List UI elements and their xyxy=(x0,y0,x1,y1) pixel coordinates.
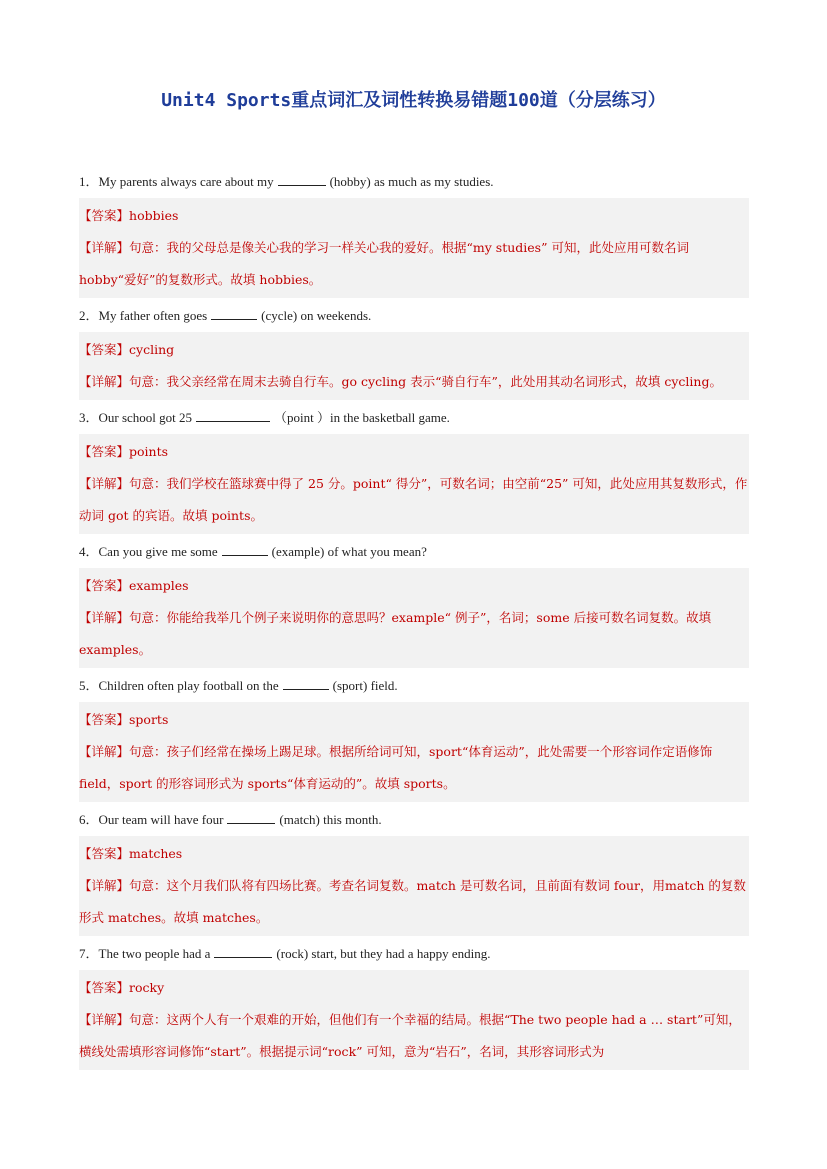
answer-blank xyxy=(211,306,257,320)
question-suffix: (hobby) as much as my studies. xyxy=(329,174,494,189)
answer-value: matches xyxy=(129,846,183,861)
answer-blank xyxy=(222,542,268,556)
answer-line xyxy=(79,200,749,232)
answer-box xyxy=(79,198,749,298)
question-prefix: 5．Children often play football on the xyxy=(79,678,279,693)
detail-label: 【详解】 xyxy=(79,610,130,625)
question-prefix: 1．My parents always care about my xyxy=(79,174,274,189)
detail-label: 【详解】 xyxy=(79,1012,130,1027)
answer-blank xyxy=(278,172,326,186)
answer-box xyxy=(79,434,749,534)
answer-value: sports xyxy=(129,712,169,727)
question-suffix: (match) this month. xyxy=(279,812,382,827)
answer-line xyxy=(79,570,749,602)
question-prefix: 2．My father often goes xyxy=(79,308,208,323)
question-item xyxy=(79,406,749,534)
answer-line xyxy=(79,838,749,870)
answer-label: 【答案】 xyxy=(79,342,130,357)
answer-value: cycling xyxy=(129,342,175,357)
detail-label: 【详解】 xyxy=(79,476,130,491)
detail-label: 【详解】 xyxy=(79,878,130,893)
answer-box xyxy=(79,332,749,400)
question-item xyxy=(79,540,749,668)
question-prefix: 3．Our school got 25 xyxy=(79,410,193,425)
answer-blank xyxy=(196,408,270,422)
detail-line xyxy=(79,870,749,934)
question-suffix: (cycle) on weekends. xyxy=(261,308,372,323)
answer-line xyxy=(79,436,749,468)
answer-line xyxy=(79,334,749,366)
detail-text: 句意：孩子们经常在操场上踢足球。根据所给词可知，sport“体育运动”，此处需要一个形容词作定语修饰 field，sport 的形容词形式为 sports“体育运动的”。故填 sports。 xyxy=(79,744,713,791)
detail-label: 【详解】 xyxy=(79,374,130,389)
question-text xyxy=(79,170,749,194)
question-suffix: (rock) start, but they had a happy ending. xyxy=(276,946,491,961)
answer-label: 【答案】 xyxy=(79,712,130,727)
answer-blank xyxy=(227,810,275,824)
question-text xyxy=(79,406,749,430)
question-text xyxy=(79,540,749,564)
answer-box xyxy=(79,970,749,1070)
answer-label: 【答案】 xyxy=(79,980,130,995)
question-text xyxy=(79,808,749,832)
answer-value: rocky xyxy=(129,980,165,995)
question-suffix: （point ）in the basketball game. xyxy=(274,410,450,425)
answer-value: points xyxy=(129,444,169,459)
question-prefix: 4．Can you give me some xyxy=(79,544,218,559)
detail-text: 句意：我的父母总是像关心我的学习一样关心我的爱好。根据“my studies” 可知，此处应用可数名词 hobby“爱好”的复数形式。故填 hobbies。 xyxy=(79,240,689,287)
detail-line xyxy=(79,232,749,296)
question-item xyxy=(79,674,749,802)
detail-text: 句意：这两个人有一个艰难的开始，但他们有一个幸福的结局。根据“The two people had a … start”可知，横线处需填形容词修饰“start”。根据提示词“rock” 可知，意为“岩石”，名词，其形容词形式为 xyxy=(79,1012,741,1059)
answer-label: 【答案】 xyxy=(79,846,130,861)
answer-label: 【答案】 xyxy=(79,578,130,593)
answer-label: 【答案】 xyxy=(79,444,130,459)
answer-box xyxy=(79,702,749,802)
detail-text: 句意：我们学校在篮球赛中得了 25 分。point“ 得分”，可数名词；由空前“25” 可知，此处应用其复数形式，作动词 got 的宾语。故填 points。 xyxy=(79,476,748,523)
answer-line xyxy=(79,972,749,1004)
question-text xyxy=(79,674,749,698)
detail-line xyxy=(79,736,749,800)
detail-line xyxy=(79,468,749,532)
answer-box xyxy=(79,568,749,668)
question-item xyxy=(79,170,749,298)
detail-line xyxy=(79,1004,749,1068)
question-text xyxy=(79,942,749,966)
answer-box xyxy=(79,836,749,936)
answer-value: hobbies xyxy=(129,208,179,223)
question-suffix: (sport) field. xyxy=(332,678,398,693)
question-item xyxy=(79,304,749,400)
question-prefix: 6．Our team will have four xyxy=(79,812,224,827)
detail-text: 句意：这个月我们队将有四场比赛。考查名词复数。match 是可数名词，且前面有数词 four，用match 的复数形式 matches。故填 matches。 xyxy=(79,878,746,925)
question-list xyxy=(79,170,749,1076)
question-item xyxy=(79,808,749,936)
question-prefix: 7．The two people had a xyxy=(79,946,211,961)
page-title: Unit4 Sports重点词汇及词性转换易错题100道（分层练习） xyxy=(161,90,666,111)
detail-line xyxy=(79,366,749,398)
detail-label: 【详解】 xyxy=(79,240,130,255)
detail-line xyxy=(79,602,749,666)
answer-label: 【答案】 xyxy=(79,208,130,223)
answer-value: examples xyxy=(129,578,189,593)
answer-line xyxy=(79,704,749,736)
question-suffix: (example) of what you mean? xyxy=(271,544,427,559)
detail-text: 句意：我父亲经常在周末去骑自行车。go cycling 表示“骑自行车”，此处用其动名词形式，故填 cycling。 xyxy=(129,374,722,389)
answer-blank xyxy=(214,944,272,958)
question-item xyxy=(79,942,749,1070)
question-text xyxy=(79,304,749,328)
answer-blank xyxy=(283,676,329,690)
detail-label: 【详解】 xyxy=(79,744,130,759)
detail-text: 句意：你能给我举几个例子来说明你的意思吗？example“ 例子”，名词；some 后接可数名词复数。故填 examples。 xyxy=(79,610,712,657)
